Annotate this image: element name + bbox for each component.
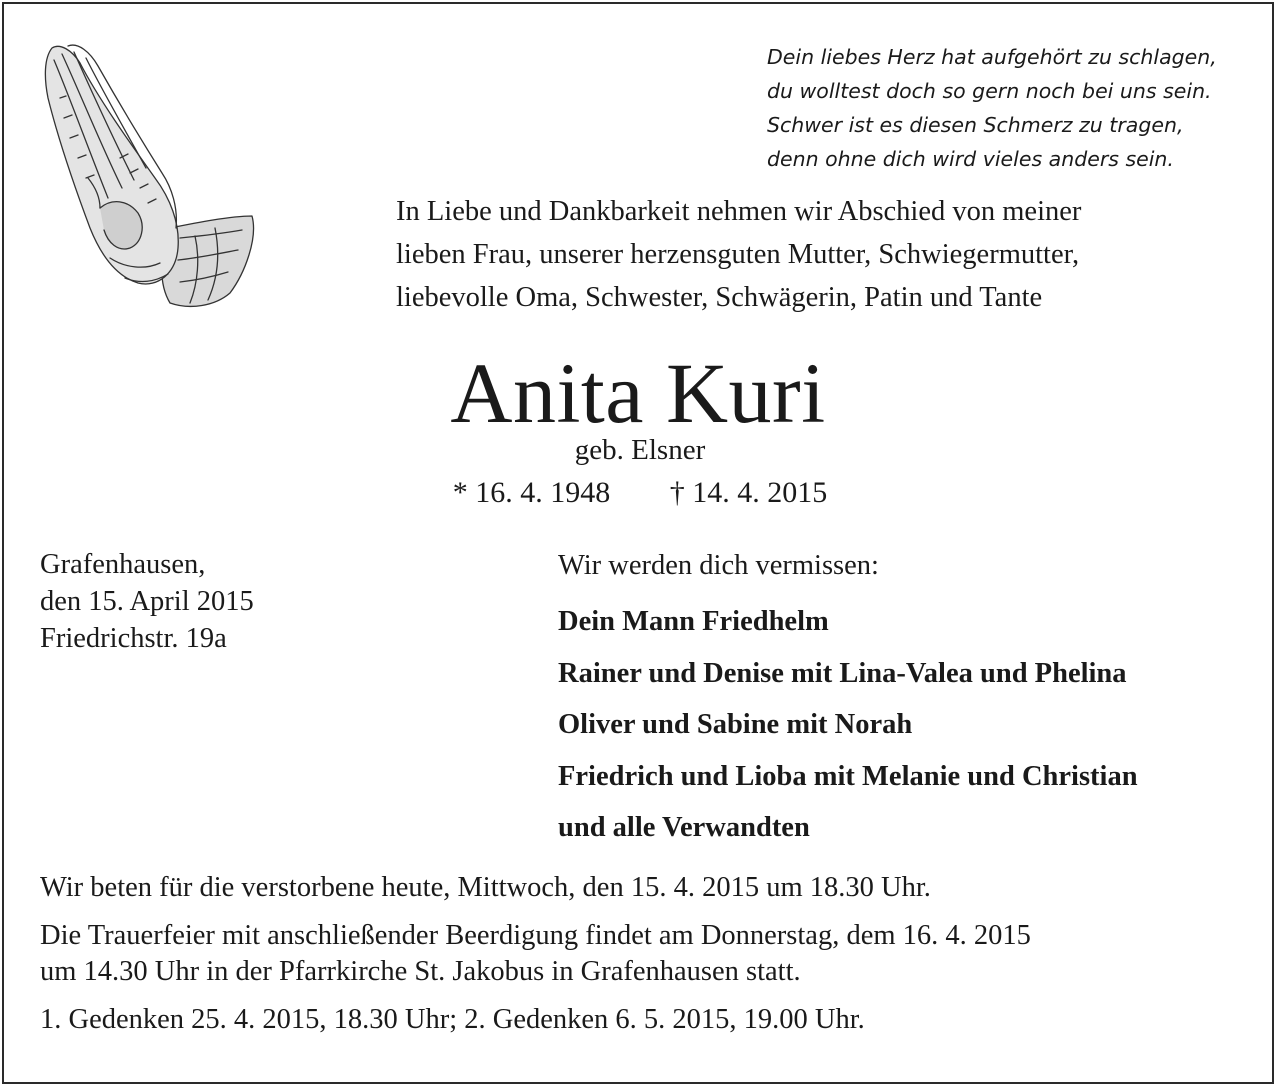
poem-line: Dein liebes Herz hat aufgehört zu schlagen, bbox=[767, 45, 1217, 69]
intro-line: liebevolle Oma, Schwester, Schwägerin, Patin und Tante bbox=[396, 282, 1043, 313]
place-line: Grafenhausen, bbox=[40, 549, 206, 580]
memorial-note: 1. Gedenken 25. 4. 2015, 18.30 Uhr; 2. Gedenken 6. 5. 2015, 19.00 Uhr. bbox=[40, 1004, 865, 1035]
death-date: † 14. 4. 2015 bbox=[669, 476, 828, 509]
family-member: Rainer und Denise mit Lina-Valea und Phelina bbox=[558, 657, 1127, 689]
poem-line: denn ohne dich wird vieles anders sein. bbox=[767, 147, 1174, 171]
place-line: Friedrichstr. 19a bbox=[40, 623, 227, 654]
funeral-line: Die Trauerfeier mit anschließender Beerdigung findet am Donnerstag, dem 16. 4. 2015 bbox=[40, 920, 1031, 951]
family-member: Friedrich und Lioba mit Melanie und Christian bbox=[558, 760, 1138, 792]
maiden-name: geb. Elsner bbox=[574, 434, 706, 466]
funeral-line: um 14.30 Uhr in der Pfarrkirche St. Jakobus in Grafenhausen statt. bbox=[40, 956, 801, 987]
deceased-name: Anita Kuri bbox=[450, 345, 826, 441]
family-list bbox=[558, 546, 1258, 854]
family-member: Oliver und Sabine mit Norah bbox=[558, 709, 913, 740]
poem-line: Schwer ist es diesen Schmerz zu tragen, bbox=[767, 113, 1184, 137]
place-line: den 15. April 2015 bbox=[40, 586, 254, 617]
poem bbox=[767, 40, 1247, 176]
deceased-name-block bbox=[0, 345, 1280, 441]
family-member: Dein Mann Friedhelm bbox=[558, 606, 829, 637]
family-member: und alle Verwandten bbox=[558, 812, 810, 843]
birth-date: * 16. 4. 1948 bbox=[452, 476, 611, 509]
place-and-date bbox=[40, 546, 360, 657]
family-heading: Wir werden dich vermissen: bbox=[558, 550, 879, 581]
service-notes bbox=[40, 870, 1260, 1038]
intro-line: In Liebe und Dankbarkeit nehmen wir Abschied von meiner bbox=[396, 196, 1082, 227]
praying-hands-icon bbox=[30, 38, 265, 318]
prayer-note: Wir beten für die verstorbene heute, Mittwoch, den 15. 4. 2015 um 18.30 Uhr. bbox=[40, 872, 931, 903]
poem-line: du wolltest doch so gern noch bei uns sein. bbox=[767, 79, 1212, 103]
funeral-note bbox=[40, 918, 1260, 990]
intro-line: lieben Frau, unserer herzensguten Mutter, Schwiegermutter, bbox=[396, 239, 1080, 270]
intro-text bbox=[396, 190, 1256, 319]
life-dates bbox=[0, 476, 1280, 510]
